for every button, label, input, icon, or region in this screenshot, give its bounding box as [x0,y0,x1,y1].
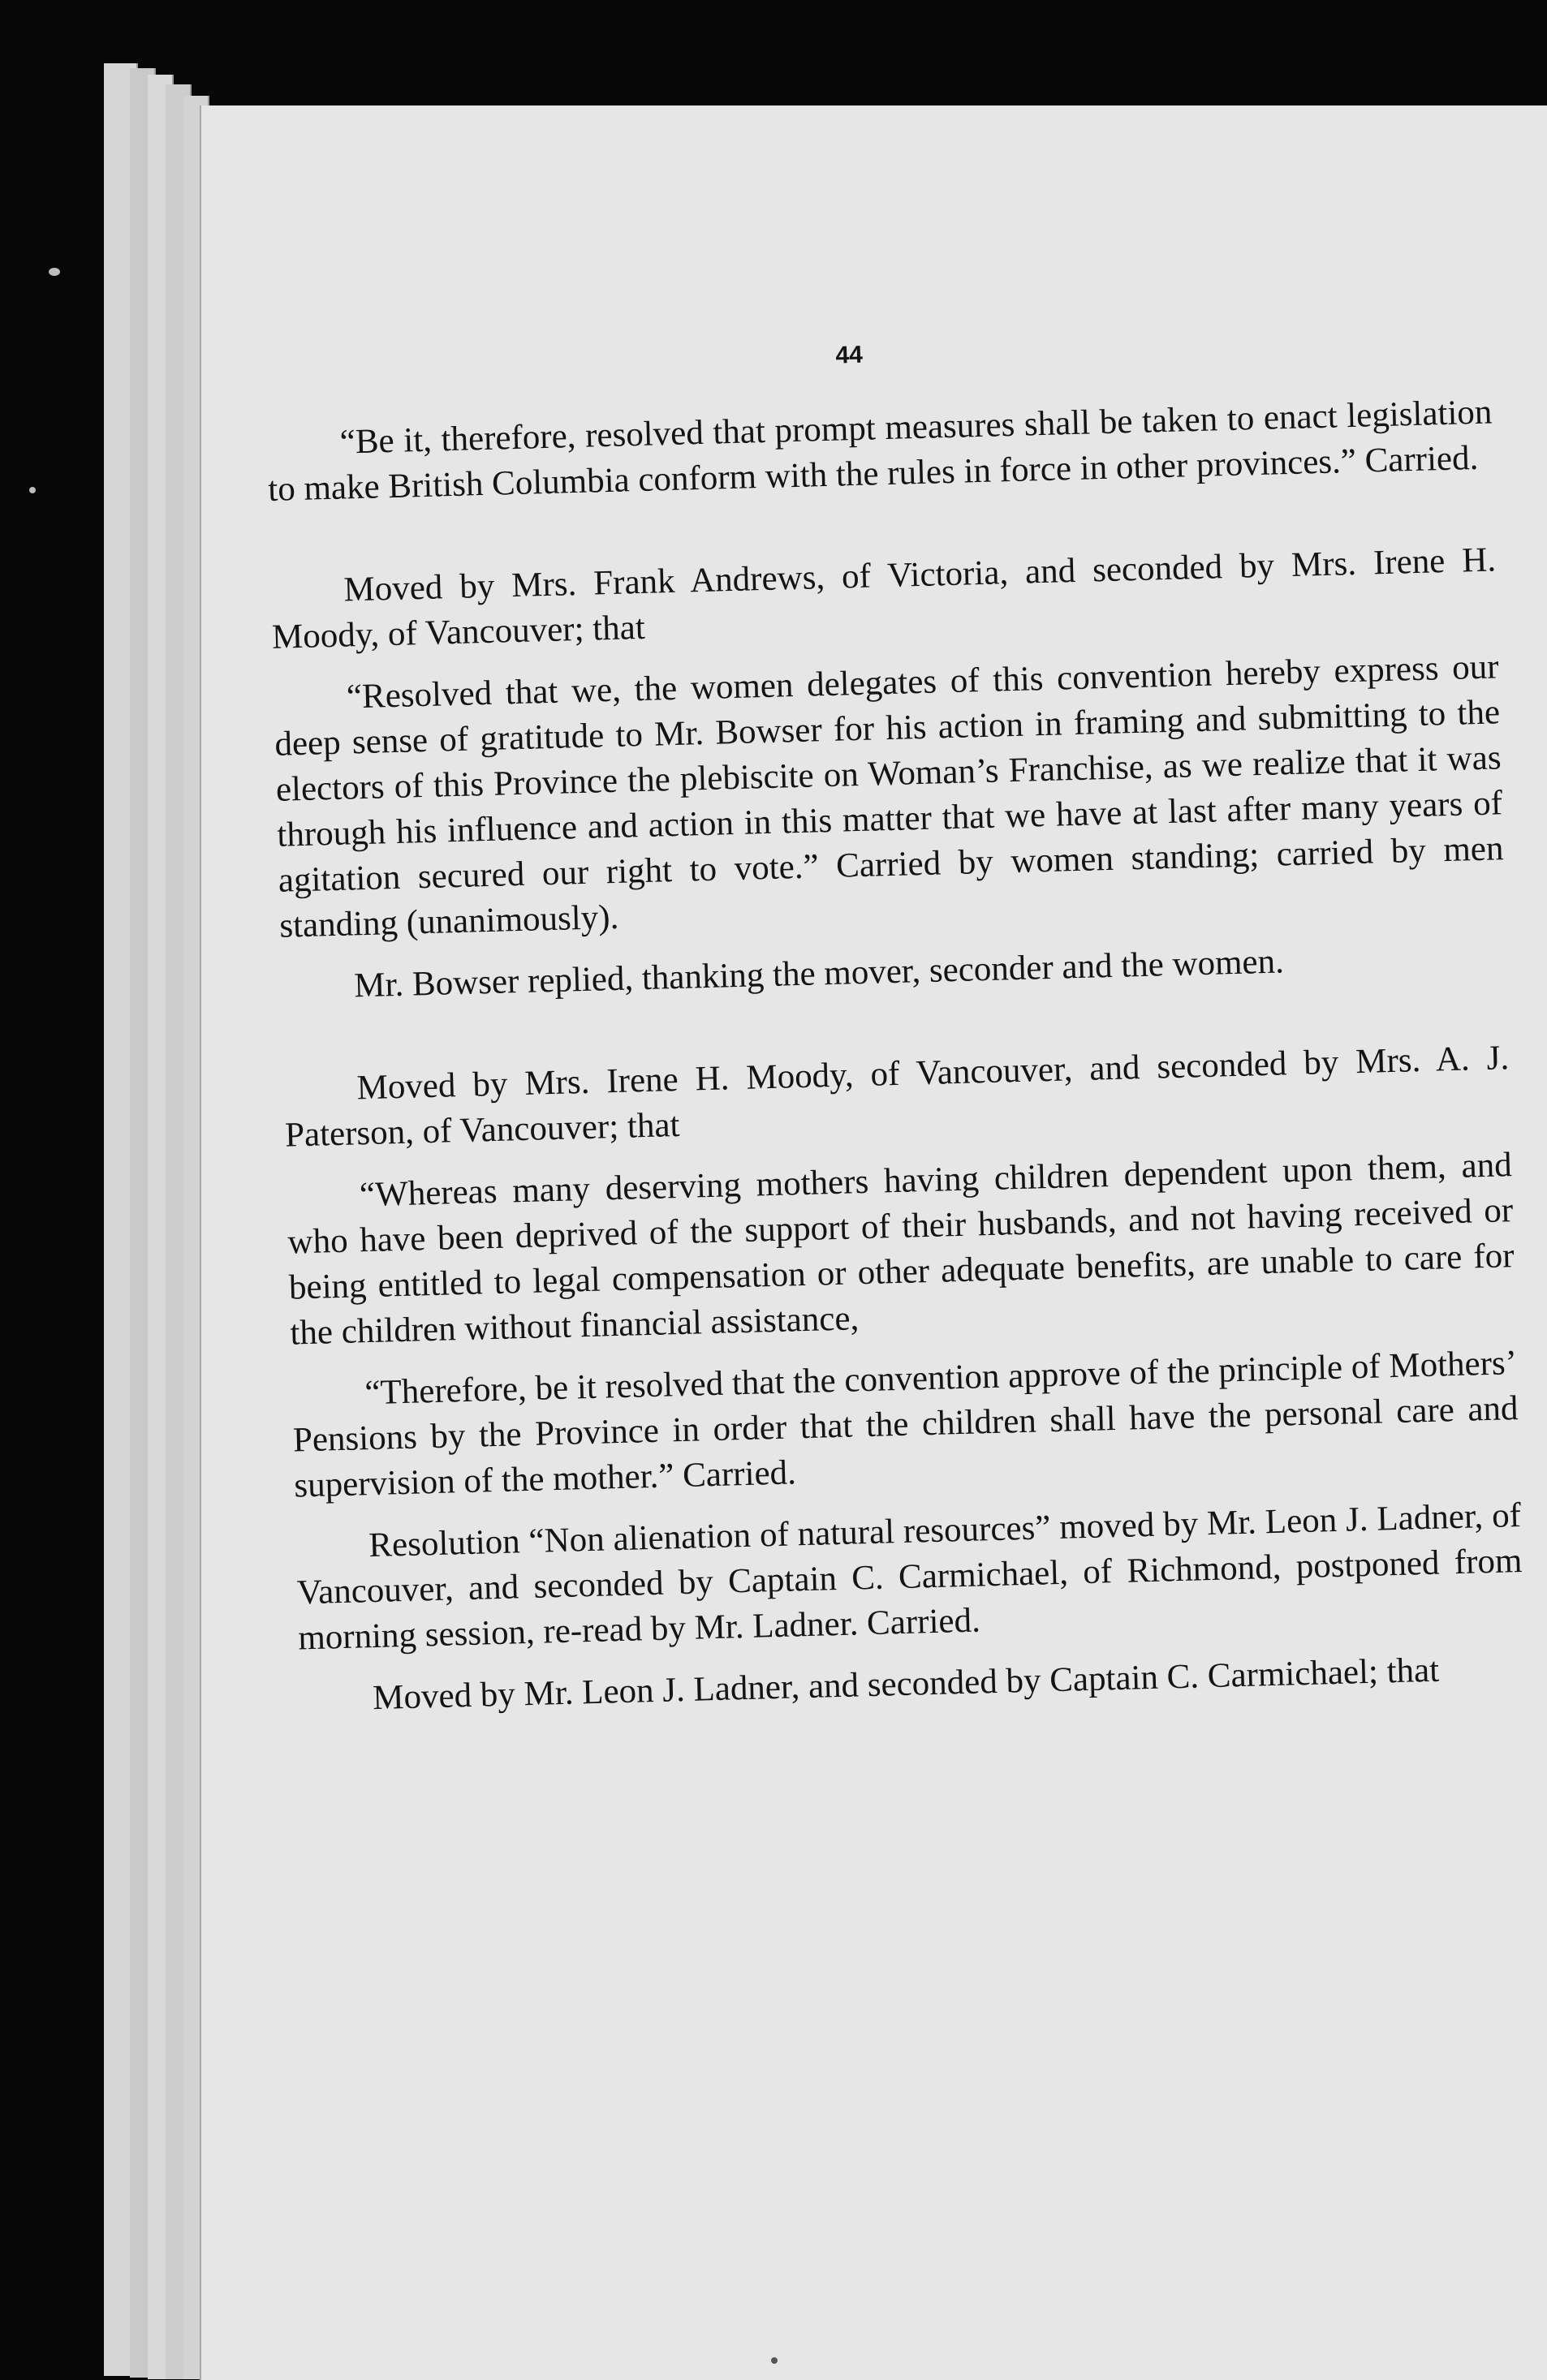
dust-speck [771,2357,778,2364]
page-number: 44 [835,341,864,369]
motion-paragraph: Moved by Mr. Leon J. Ladner, and seconded by Captain C. Carmichael; that [372,1651,1440,1718]
resolution-paragraph: “Therefore, be it resolved that the convention approve of the principle of Mothers’ Pensions by the Province in order that the children shall have the personal care and supervision of the mother.” Carried. [292,1344,1519,1505]
motion-paragraph: Moved by Mrs. Frank Andrews, of Victoria, and seconded by Mrs. Irene H. Moody, of Vancouver; that [271,540,1497,656]
reply-paragraph: Mr. Bowser replied, thanking the mover, seconder and the women. [353,942,1285,1005]
page-text [265,325,1526,1723]
resolution-paragraph: “Be it, therefore, resolved that prompt measures shall be taken to enact legislation to make British Columbia conform with the rules in force in other provinces.” Carried. [267,393,1493,509]
resolution-paragraph: Resolution “Non alienation of natural resources” moved by Mr. Leon J. Ladner, of Vancouver, and seconded by Captain C. Carmichael, of Richmond, postponed from morning session, re-read by Mr. Ladner. Carried. [296,1496,1523,1658]
motion-paragraph: Moved by Mrs. Irene H. Moody, of Vancouver, and seconded by Mrs. A. J. Paterson, of Vancouver; that [284,1039,1510,1155]
dust-speck [49,268,60,276]
resolution-paragraph: “Resolved that we, the women delegates of this convention hereby express our deep sense of gratitude to Mr. Bowser for his action in framing and submitting to the electors of this Province the plebiscite on Woman’s Franchise, as we realize that it was through his influence and action in this matter that we have at last after many years of agitation secured our right to vote.” Carried by women standing; carried by men standing (unanimously). [274,648,1504,945]
dust-speck [29,487,36,493]
resolution-paragraph: “Whereas many deserving mothers having children dependent upon them, and who have been deprived of the support of their husbands, and not having received or being entitled to legal compensation or other adequate benefits, are unable to care for the children without financial assistance, [287,1146,1515,1353]
